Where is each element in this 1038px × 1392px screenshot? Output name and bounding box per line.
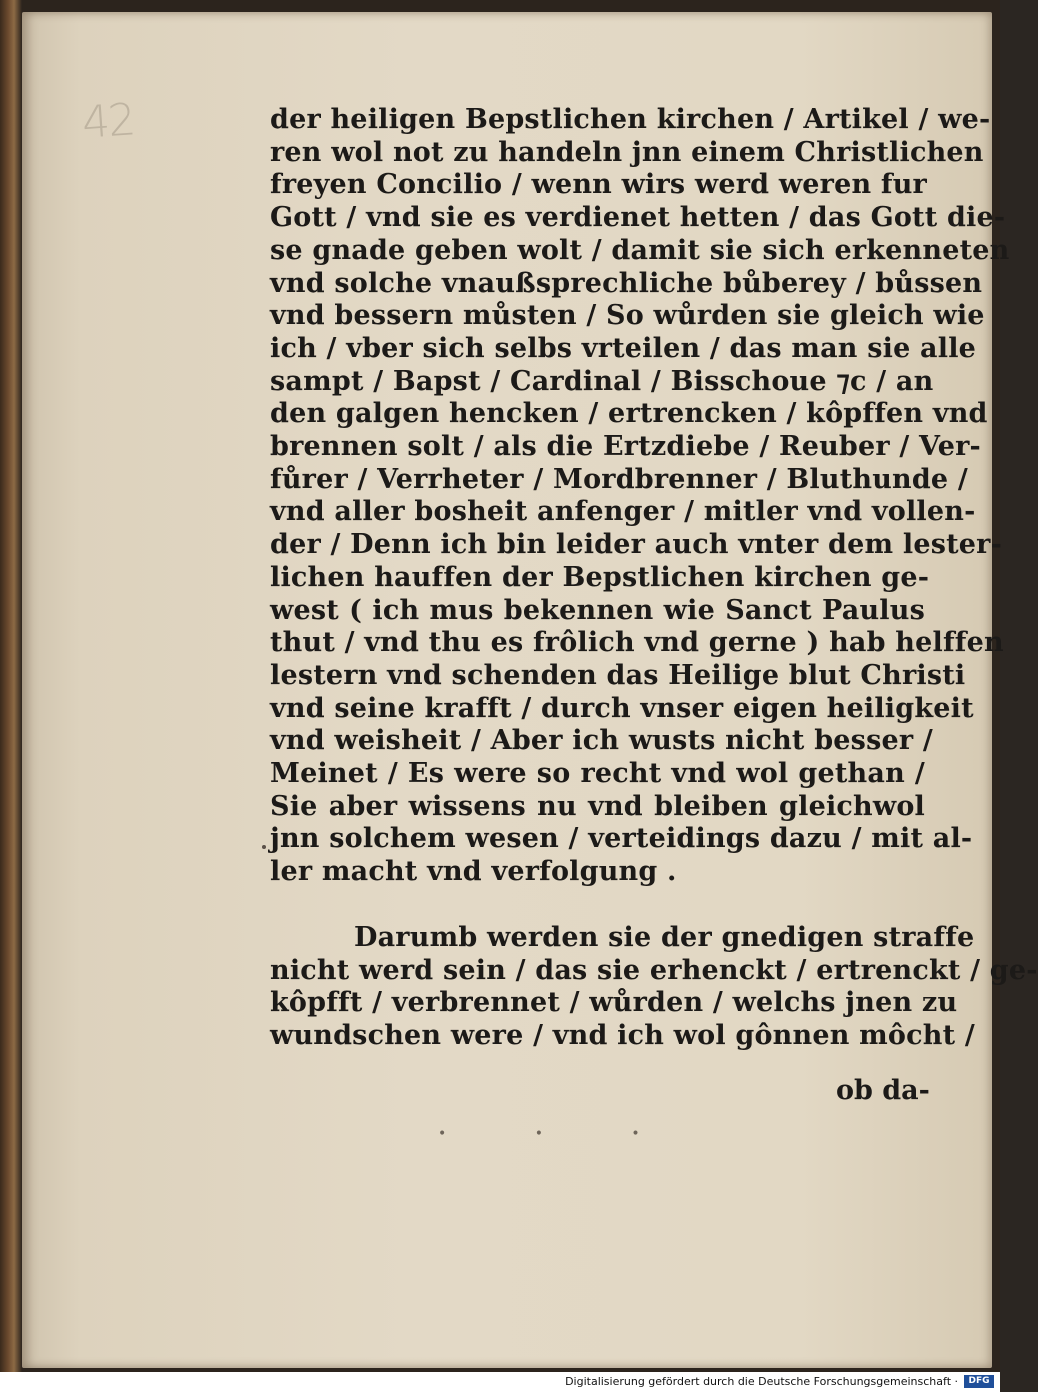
- paragraph-2: [270, 921, 1038, 1053]
- text-line: wundschen were / vnd ich wol gônnen môcht /: [270, 1019, 975, 1051]
- text-line: vnd aller bosheit anfenger / mitler vnd vollen-: [270, 496, 976, 528]
- text-line: kôpfft / verbrennet / wůrden / welchs jnen zu: [270, 987, 958, 1019]
- text-line: Sie aber wissens nu vnd bleiben gleichwol: [270, 790, 925, 822]
- text-line: sampt / Bapst / Cardinal / Bisschoue ⁊c / an: [270, 365, 934, 397]
- text-line: ren wol not zu handeln jnn einem Christlichen: [270, 136, 984, 168]
- text-line: Darumb werden sie der gnedigen straffe: [354, 921, 975, 953]
- text-line: se gnade geben wolt / damit sie sich erkenneten: [270, 234, 1010, 266]
- text-line: der heiligen Bepstlichen kirchen / Artikel / we-: [270, 104, 991, 135]
- text-line: nicht werd sein / das sie erhenckt / ertrenckt / ge-: [270, 954, 1038, 986]
- text-line: thut / vnd thu es frôlich vnd gerne ) hab helffen: [270, 627, 1004, 659]
- bleed-through-dots: • • •: [438, 1126, 682, 1142]
- text-line: brennen solt / als die Ertzdiebe / Reuber / Ver-: [270, 431, 981, 463]
- text-line: den galgen hencken / ertrencken / kôpffen vnd: [270, 398, 988, 430]
- catchword: ob da-: [836, 1075, 930, 1106]
- text-line: vnd solche vnaußsprechliche bůberey / bůssen: [270, 267, 983, 299]
- text-line: jnn solchem wesen / verteidings dazu / mit al-: [270, 823, 973, 855]
- main-text-block: [270, 104, 1038, 1053]
- text-line: ich / vber sich selbs vrteilen / das man sie alle: [270, 332, 977, 364]
- text-line: Gott / vnd sie es verdienet hetten / das Gott die-: [270, 202, 1006, 234]
- text-line: fůrer / Verrheter / Mordbrenner / Bluthunde /: [270, 463, 968, 495]
- text-line: vnd seine krafft / durch vnser eigen heiligkeit: [270, 692, 974, 724]
- text-line: lichen hauffen der Bepstlichen kirchen ge-: [270, 561, 930, 593]
- text-line: lestern vnd schenden das Heilige blut Christi: [270, 659, 966, 691]
- text-line: ler macht vnd verfolgung .: [270, 856, 677, 888]
- paragraph-gap: [270, 889, 930, 922]
- text-line: der / Denn ich bin leider auch vnter dem lester-: [270, 529, 1002, 561]
- ink-spot: [262, 845, 266, 849]
- digitization-footer: [0, 1372, 1000, 1392]
- text-line: vnd weisheit / Aber ich wusts nicht besser /: [270, 725, 933, 757]
- page-number-pencil: 42: [80, 94, 136, 149]
- paragraph-1: [270, 104, 1010, 889]
- funding-notice: Digitalisierung gefördert durch die Deutsche Forschungsgemeinschaft ·: [565, 1375, 958, 1388]
- text-line: Meinet / Es were so recht vnd wol gethan /: [270, 758, 925, 790]
- dfg-logo[interactable]: DFG: [964, 1375, 994, 1388]
- text-line: west ( ich mus bekennen wie Sanct Paulus: [270, 594, 925, 626]
- text-line: vnd bessern můsten / So wůrden sie gleich wie: [270, 300, 985, 332]
- text-line: freyen Concilio / wenn wirs werd weren fur: [270, 169, 927, 201]
